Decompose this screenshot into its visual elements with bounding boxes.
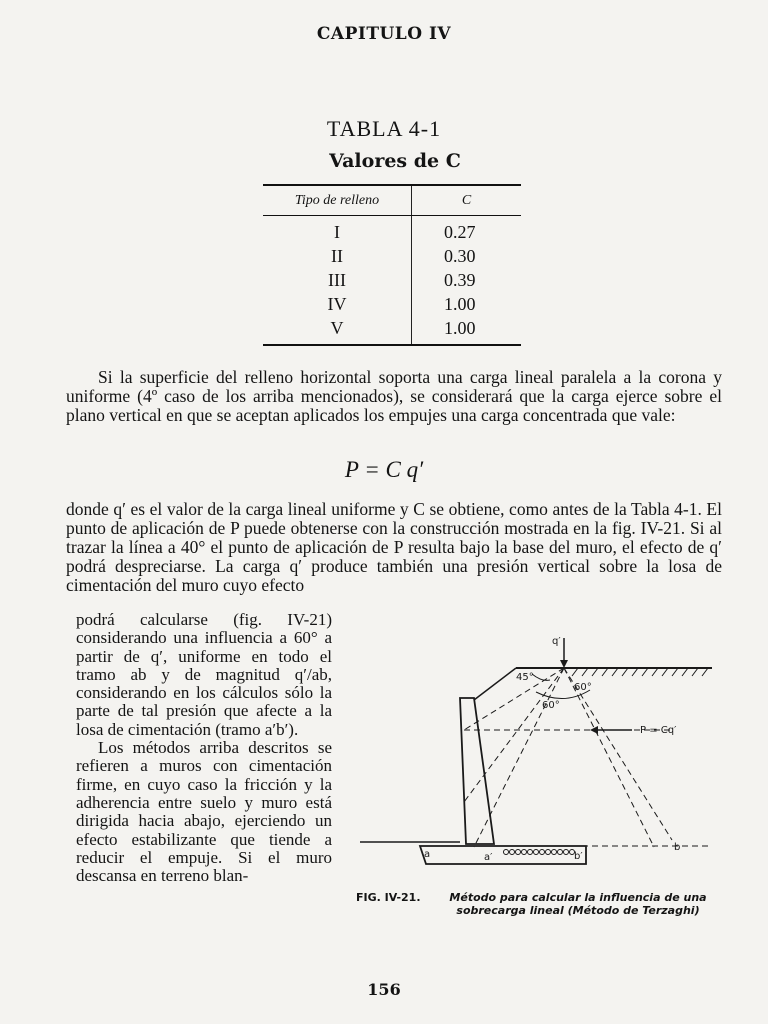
- figure-caption: [356, 891, 712, 917]
- retaining-wall: [460, 698, 494, 844]
- label-angle-45: 45°: [516, 672, 534, 683]
- left-column-text: [76, 611, 332, 885]
- cell-c: 1.00: [444, 294, 476, 314]
- label-a-prime: a′: [484, 852, 493, 863]
- terzaghi-figure: [356, 632, 718, 882]
- paragraph-surcharge: Si la superficie del relleno horizontal soporta una carga lineal paralela a la corona y uniforme (4º caso de los arriba mencionados), se considerará que la carga ejerce sobre el plano vertical en que se aceptan aplicados los empujes una carga concentrada que vale:: [66, 367, 722, 425]
- label-a: a: [424, 849, 431, 860]
- page-number: 156: [367, 980, 401, 999]
- label-force: P = Cq′: [640, 725, 677, 736]
- table-title: TABLA 4-1: [326, 116, 442, 141]
- formula: P = C q′: [344, 457, 424, 482]
- column-header-tipo: Tipo de relleno: [263, 185, 412, 216]
- chapter-header: CAPITULO IV: [316, 24, 452, 44]
- cell-c: 0.27: [444, 222, 476, 242]
- paragraph-application: donde q′ es el valor de la carga lineal uniforme y C se obtiene, como antes de la Tabla 4-1. El punto de aplicación de P puede obtenerse con la construcción mostrada en la fig. IV-21. Si al trazar la línea a 40° el punto de aplicación de P resulta bajo la base del muro, el efecto de q′ podrá despreciarse. La carga q′ produce también una presión vertical sobre la losa de cimentación del muro cuyo efecto: [66, 499, 722, 595]
- angle-arc-45: [532, 674, 550, 680]
- cell-c: 1.00: [412, 316, 522, 345]
- label-angle-60-center: 60°: [542, 700, 560, 711]
- paragraph-methods: Los métodos arriba descritos se refieren a muros con cimentación firme, en cuyo caso la fricción y la adherencia entre suelo y muro está dirigida hacia abajo, ejerciendo un efecto estabilizante que tiende a reducir el empuje. Si el muro descansa en terreno blan-: [76, 738, 332, 886]
- cell-c: 0.39: [444, 270, 476, 290]
- label-angle-60-right: 60°: [574, 682, 592, 693]
- cell-tipo: V: [263, 316, 412, 345]
- table-row: [263, 268, 521, 292]
- paragraph-influence: podrá calcularse (fig. IV-21) considerando una influencia a 60° a partir de q′, uniforme en todo el tramo ab y de magnitud q′/ab, considerando en los cálculos sólo la parte de tal presión que afecte a la losa de cimentación (tramo a′b′).: [76, 610, 332, 739]
- cell-tipo: II: [263, 244, 412, 268]
- cell-tipo: IV: [263, 292, 412, 316]
- table-row: [263, 216, 521, 245]
- table-row: [263, 244, 521, 268]
- label-q: q′: [552, 636, 561, 647]
- label-b: b: [674, 842, 681, 853]
- cell-tipo: III: [263, 268, 412, 292]
- values-table: [263, 184, 521, 346]
- caption-label: FIG. IV-21.: [356, 891, 421, 904]
- table-subtitle: Valores de C: [329, 150, 461, 172]
- column-header-c: C: [412, 185, 522, 216]
- ground-hatching: [572, 668, 708, 676]
- caption-text: Método para calcular la influencia de una sobrecarga lineal (Método de Terzaghi): [449, 891, 707, 917]
- cell-c: 0.30: [444, 246, 476, 266]
- table-row: [263, 292, 521, 316]
- footing-slab: [420, 846, 586, 864]
- backfill-slope: [474, 668, 516, 700]
- cell-tipo: I: [263, 216, 412, 245]
- table-row: [263, 316, 521, 345]
- label-b-prime: b′: [574, 851, 583, 862]
